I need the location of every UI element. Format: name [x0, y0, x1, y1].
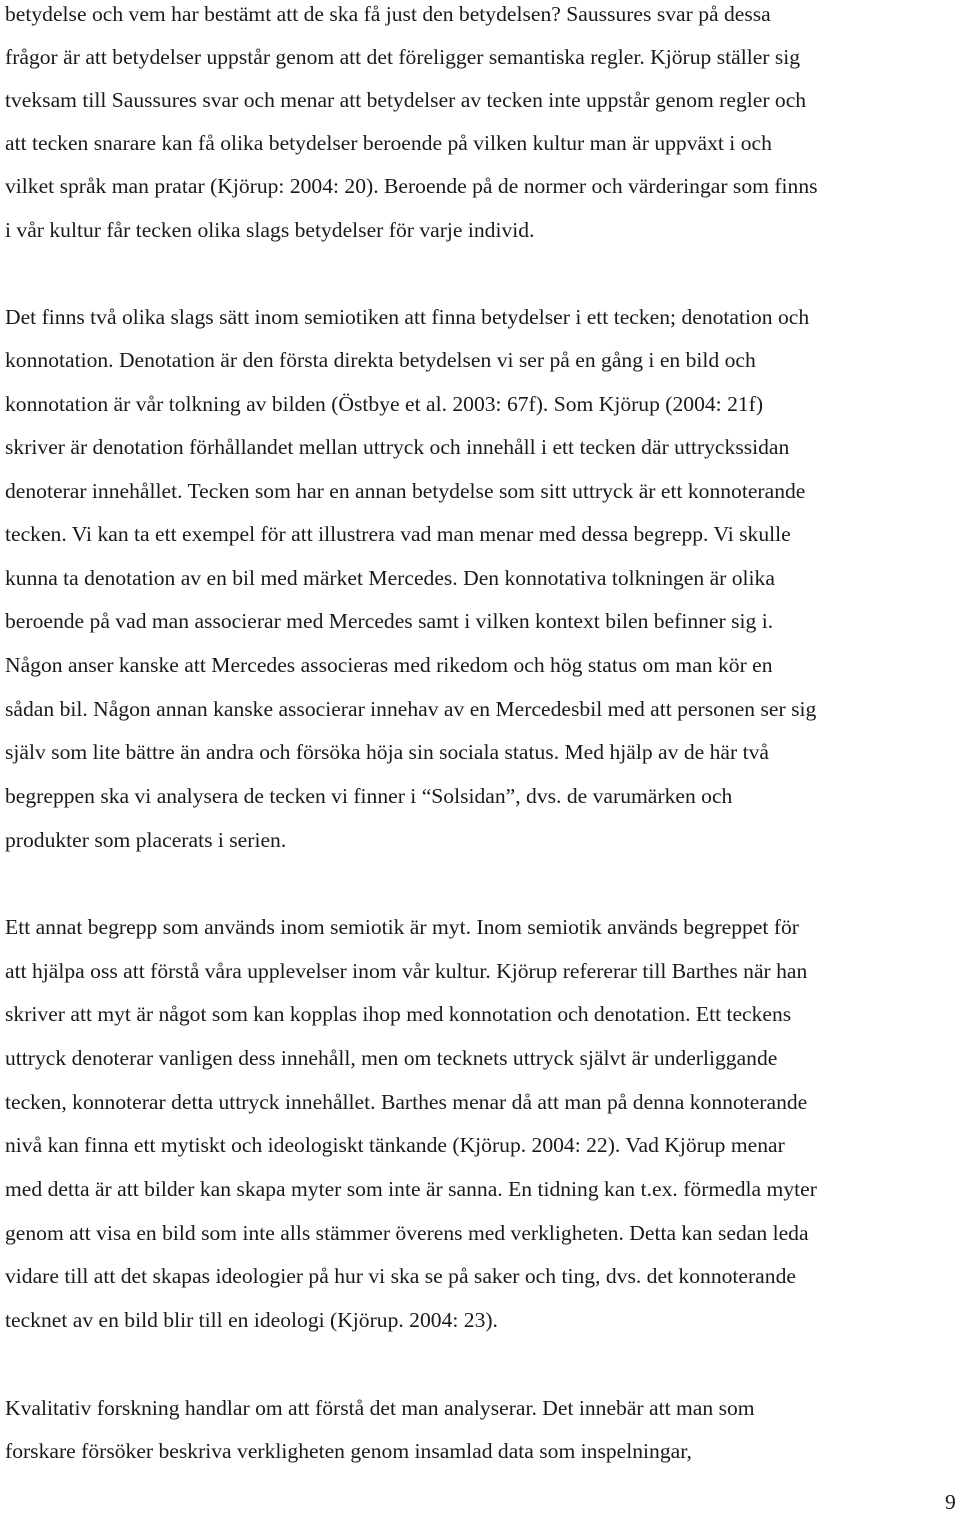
text-line: sådan bil. Någon annan kanske associerar innehav av en Mercedesbil med att personen ser sig: [5, 697, 817, 721]
text-line: uttryck denoterar vanligen dess innehåll, men om tecknets uttryck självt är underliggande: [5, 1046, 778, 1070]
text-line: Ett annat begrepp som används inom semiotik är myt. Inom semiotik används begreppet för: [5, 915, 799, 939]
text-line: i vår kultur får tecken olika slags betydelser för varje individ.: [5, 218, 535, 242]
text-line: konnotation är vår tolkning av bilden (Östbye et al. 2003: 67f). Som Kjörup (2004: 21f): [5, 392, 764, 416]
text-line: beroende på vad man associerar med Mercedes samt i vilken kontext bilen befinner sig i.: [5, 609, 774, 633]
text-line: skriver att myt är något som kan kopplas ihop med konnotation och denotation. Ett teckens: [5, 1002, 792, 1026]
text-line: att tecken snarare kan få olika betydelser beroende på vilken kultur man är uppväxt i och: [5, 131, 772, 155]
text-line: tecken, konnoterar detta uttryck innehållet. Barthes menar då att man på denna konnoterande: [5, 1090, 808, 1114]
text-line: produkter som placerats i serien.: [5, 828, 287, 852]
page-number: 9: [945, 1490, 956, 1514]
text-line: själv som lite bättre än andra och försöka höja sin sociala status. Med hjälp av de här två: [5, 740, 769, 764]
text-line: tveksam till Saussures svar och menar att betydelser av tecken inte uppstår genom regler och: [5, 88, 807, 112]
text-line: vilket språk man pratar (Kjörup: 2004: 20). Beroende på de normer och värderingar som finns: [5, 174, 818, 198]
text-line: konnotation. Denotation är den första direkta betydelsen vi ser på en gång i en bild och: [5, 348, 756, 372]
text-line: skriver är denotation förhållandet mellan uttryck och innehåll i ett tecken där uttryckssidan: [5, 435, 790, 459]
text-line: frågor är att betydelser uppstår genom att det föreligger semantiska regler. Kjörup ställer sig: [5, 45, 801, 69]
text-line: vidare till att det skapas ideologier på hur vi ska se på saker och ting, dvs. det konnoterande: [5, 1264, 796, 1288]
text-line: med detta är att bilder kan skapa myter som inte är sanna. En tidning kan t.ex. förmedla myter: [5, 1177, 817, 1201]
text-line: Kvalitativ forskning handlar om att förstå det man analyserar. Det innebär att man som: [5, 1396, 755, 1420]
text-line: nivå kan finna ett mytiskt och ideologiskt tänkande (Kjörup. 2004: 22). Vad Kjörup menar: [5, 1133, 785, 1157]
text-line: kunna ta denotation av en bil med märket Mercedes. Den konnotativa tolkningen är olika: [5, 566, 775, 590]
text-line: betydelse och vem har bestämt att de ska få just den betydelsen? Saussures svar på dessa: [5, 2, 771, 26]
text-line: att hjälpa oss att förstå våra upplevelser inom vår kultur. Kjörup refererar till Barthes när han: [5, 959, 808, 983]
text-line: denoterar innehållet. Tecken som har en annan betydelse som sitt uttryck är ett konnoterande: [5, 479, 806, 503]
text-line: forskare försöker beskriva verkligheten genom insamlad data som inspelningar,: [5, 1439, 692, 1463]
text-line: genom att visa en bild som inte alls stämmer överens med verkligheten. Detta kan sedan leda: [5, 1221, 809, 1245]
text-line: Det finns två olika slags sätt inom semiotiken att finna betydelser i ett tecken; denotation och: [5, 305, 810, 329]
text-line: Någon anser kanske att Mercedes associeras med rikedom och hög status om man kör en: [5, 653, 773, 677]
text-line: tecken. Vi kan ta ett exempel för att illustrera vad man menar med dessa begrepp. Vi skulle: [5, 522, 791, 546]
text-line: tecknet av en bild blir till en ideologi (Kjörup. 2004: 23).: [5, 1308, 498, 1332]
text-line: begreppen ska vi analysera de tecken vi finner i “Solsidan”, dvs. de varumärken och: [5, 784, 733, 808]
